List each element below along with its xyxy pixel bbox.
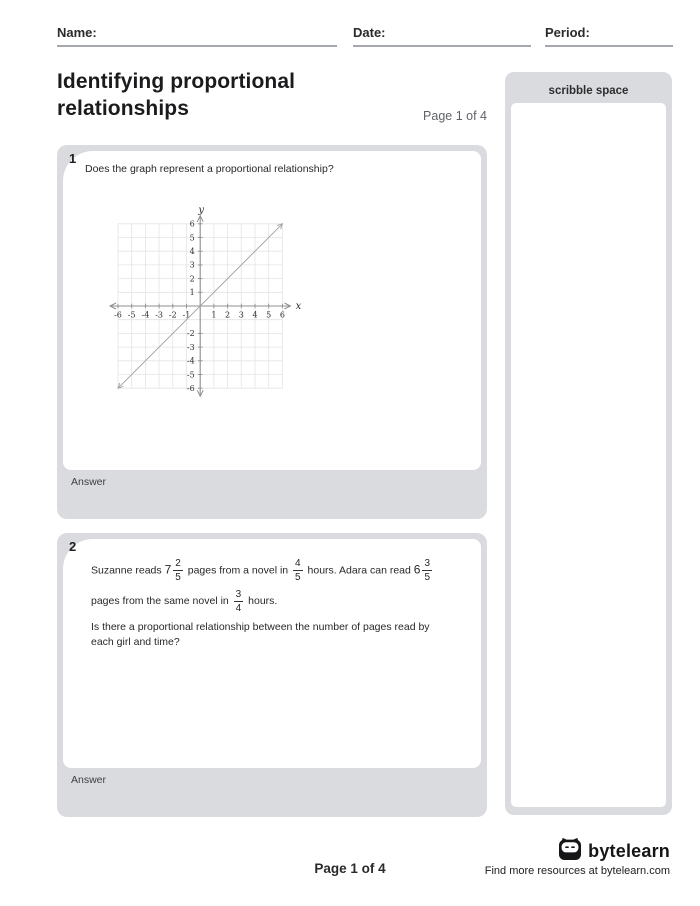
- question-2-number: 2: [69, 539, 77, 554]
- question-1-number: 1: [69, 151, 77, 166]
- page-indicator-bottom: Page 1 of 4: [314, 861, 386, 876]
- question-2-question: Is there a proportional relationship between the number of pages read by each girl and time?: [91, 621, 430, 649]
- svg-text:2: 2: [225, 310, 231, 320]
- date-field: [353, 24, 531, 47]
- mixed-number: 7 $\frac{2}{5}$: [164, 558, 181, 583]
- svg-text:-2: -2: [168, 310, 177, 320]
- svg-text:4: 4: [189, 247, 195, 256]
- svg-text:5: 5: [266, 310, 272, 320]
- svg-text:1: 1: [189, 288, 195, 298]
- svg-text:-2: -2: [186, 329, 195, 339]
- question-2-text: [63, 539, 461, 650]
- name-field: [57, 24, 337, 47]
- scribble-space-area: [511, 103, 666, 807]
- bytelearn-cat-icon: [557, 837, 583, 866]
- svg-text:4: 4: [252, 310, 258, 320]
- svg-text:6: 6: [189, 219, 195, 229]
- svg-text:3: 3: [238, 310, 244, 320]
- svg-text:y: y: [198, 204, 205, 216]
- svg-text:-4: -4: [186, 356, 195, 366]
- page-indicator-top: Page 1 of 4: [423, 109, 487, 123]
- svg-text:-6: -6: [186, 384, 195, 393]
- fraction: $\frac{2}{5}$: [175, 558, 181, 583]
- svg-text:-5: -5: [127, 310, 136, 320]
- question-2-card: [57, 533, 487, 817]
- svg-text:1: 1: [211, 310, 217, 320]
- question-2-statement: Suzanne reads 7 $\frac{2}{5}$ pages from a novel in $\frac{4}{5}$ hours. Adara can read 6 $\frac{3}{5}$ pages from the same novel in $\frac{3}{4}$ hours.: [91, 555, 441, 617]
- bytelearn-brand: [557, 837, 670, 866]
- name-label: Name:: [57, 25, 97, 40]
- period-field: [545, 24, 673, 47]
- question-2-panel: [63, 539, 481, 768]
- footer-tagline: Find more resources at bytelearn.com: [484, 865, 670, 877]
- question-1-prompt: Does the graph represent a proportional relationship?: [85, 163, 334, 175]
- mixed-number: 6 $\frac{3}{5}$: [413, 558, 431, 583]
- period-label: Period:: [545, 25, 590, 40]
- fraction: $\frac{3}{4}$: [235, 589, 242, 614]
- worksheet-title: Identifying proportional relationships: [57, 70, 296, 120]
- question-1-answer-label: Answer: [71, 476, 107, 488]
- bytelearn-wordmark: bytelearn: [588, 841, 670, 861]
- svg-text:5: 5: [189, 233, 195, 243]
- svg-text:2: 2: [189, 274, 195, 284]
- svg-text:6: 6: [279, 310, 285, 320]
- svg-text:-1: -1: [182, 310, 191, 320]
- svg-text:-5: -5: [186, 370, 195, 380]
- svg-text:-3: -3: [155, 310, 163, 320]
- fraction: $\frac{4}{5}$: [295, 558, 301, 583]
- question-1-card: [57, 145, 487, 519]
- fraction: $\frac{3}{5}$: [424, 558, 431, 583]
- svg-text:x: x: [295, 301, 302, 313]
- coordinate-graph: [104, 202, 310, 413]
- svg-text:-3: -3: [186, 342, 195, 352]
- svg-text:-6: -6: [114, 310, 122, 320]
- scribble-space-title: scribble space: [548, 85, 629, 97]
- date-label: Date:: [353, 25, 386, 40]
- svg-text:-4: -4: [141, 310, 150, 320]
- svg-text:3: 3: [189, 260, 195, 270]
- question-2-answer-label: Answer: [71, 774, 107, 786]
- scribble-space: [505, 72, 672, 815]
